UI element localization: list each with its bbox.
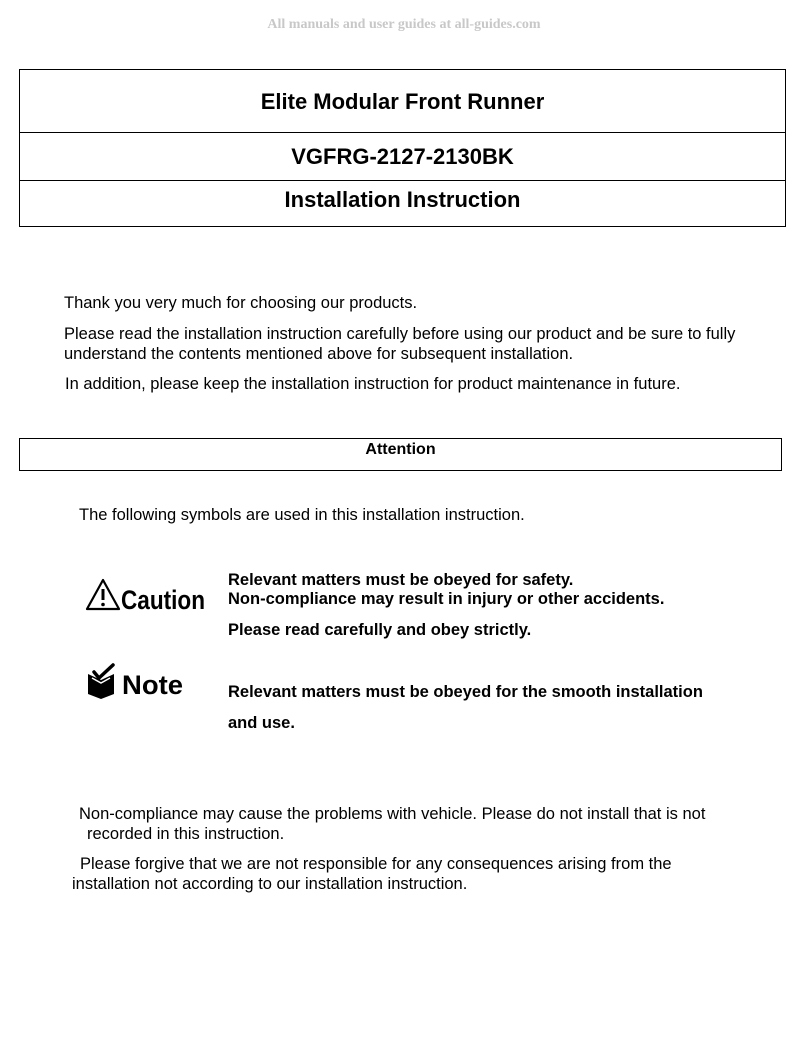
intro-thanks: Thank you very much for choosing our products. <box>64 294 418 312</box>
caution-logo <box>86 578 211 614</box>
notice-1-line-1: Non-compliance may cause the problems with vehicle. Please do not install that is not <box>79 805 706 823</box>
caution-logo-text: Caution <box>121 585 205 615</box>
caution-line-2: Non-compliance may result in injury or other accidents. <box>228 590 665 608</box>
note-logo-text: Note <box>122 670 183 700</box>
product-name: Elite Modular Front Runner <box>20 70 785 133</box>
notice-1-line-2: recorded in this instruction. <box>87 825 285 843</box>
intro-read-carefully: Please read the installation instruction carefully before using our product and be sure to fully understand the contents mentioned above for subsequent installation. <box>64 325 736 363</box>
open-book-check-icon <box>88 665 114 699</box>
bullet-icon <box>57 860 67 872</box>
document-type: Installation Instruction <box>284 187 521 212</box>
note-line-2: and use. <box>228 714 295 732</box>
caution-line-3: Please read carefully and obey strictly. <box>228 621 532 639</box>
notice-2-line-2: installation not according to our installation instruction. <box>72 875 468 893</box>
bullet-icon <box>57 511 67 523</box>
warning-triangle-icon <box>87 580 119 609</box>
notice-2-line-1: Please forgive that we are not responsible for any consequences arising from the <box>80 855 672 873</box>
note-line-1: Relevant matters must be obeyed for the smooth installation <box>228 683 703 701</box>
watermark: All manuals and user guides at all-guides.com <box>267 17 541 32</box>
bullet-icon <box>57 810 67 822</box>
attention-heading: Attention <box>19 438 782 471</box>
intro-keep: In addition, please keep the installation instruction for product maintenance in future. <box>65 375 681 393</box>
caution-line-1: Relevant matters must be obeyed for safety. <box>228 571 574 589</box>
symbols-intro: The following symbols are used in this installation instruction. <box>79 506 525 524</box>
model-number: VGFRG-2127-2130BK <box>20 133 785 181</box>
note-logo <box>86 664 191 700</box>
title-box <box>19 69 786 227</box>
